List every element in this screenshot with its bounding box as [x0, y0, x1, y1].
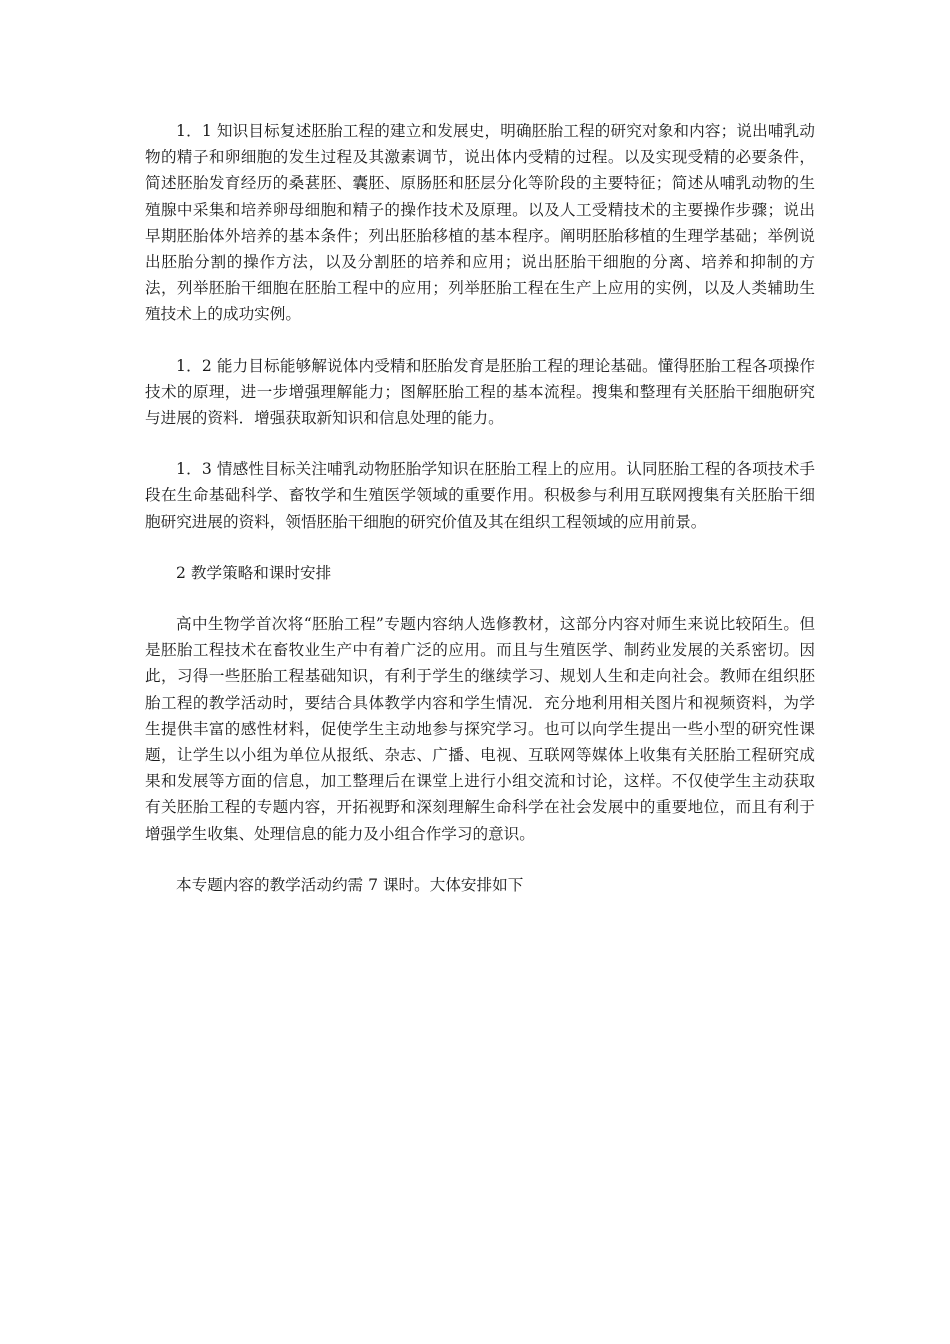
document-body	[145, 118, 815, 923]
paragraph-teaching-strategy: 高中生物学首次将“胚胎工程”专题内容纳人选修教材，这部分内容对师生来说比较陌生。但是胚胎工程技术在畜牧业生产中有着广泛的应用。而且与生殖医学、制药业发展的关系密切。因此，习得一些胚胎工程基础知识，有利于学生的继续学习、规划人生和走向社会。教师在组织胚胎工程的教学活动时，要结合具体教学内容和学生情况．充分地利用相关图片和视频资料，为学生提供丰富的感性材料，促使学生主动地参与探究学习。也可以向学生提出一些小型的研究性课题，让学生以小组为单位从报纸、杂志、广播、电视、互联网等媒体上收集有关胚胎工程研究成果和发展等方面的信息，加工整理后在课堂上进行小组交流和讨论，这样。不仅使学生主动获取有关胚胎工程的专题内容，开拓视野和深刻理解生命科学在社会发展中的重要地位，而且有利于增强学生收集、处理信息的能力及小组合作学习的意识。	[145, 615, 815, 843]
paragraph-affective-goals: 1．3 情感性目标关注哺乳动物胚胎学知识在胚胎工程上的应用。认同胚胎工程的各项技术手段在生命基础科学、畜牧学和生殖医学领域的重要作用。积极参与利用互联网搜集有关胚胎干细胞研究进展的资料，领悟胚胎干细胞的研究价值及其在组织工程领域的应用前景。	[145, 460, 815, 531]
paragraph-class-hours: 本专题内容的教学活动约需 7 课时。大体安排如下	[176, 875, 524, 894]
section-heading-teaching-strategy: 2 教学策略和课时安排	[176, 563, 332, 582]
paragraph-ability-goals: 1．2 能力目标能够解说体内受精和胚胎发育是胚胎工程的理论基础。懂得胚胎工程各项操作技术的原理，进一步增强理解能力；图解胚胎工程的基本流程。搜集和整理有关胚胎干细胞研究与进展的资料．增强获取新知识和信息处理的能力。	[145, 356, 815, 428]
paragraph-knowledge-goals: 1．1 知识目标复述胚胎工程的建立和发展史，明确胚胎工程的研究对象和内容；说出哺乳动物的精子和卵细胞的发生过程及其激素调节，说出体内受精的过程。以及实现受精的必要条件，简述胚胎发育经历的桑葚胚、囊胚、原肠胚和胚层分化等阶段的主要特征；简述从哺乳动物的生殖腺中采集和培养卵母细胞和精子的操作技术及原理。以及人工受精技术的主要操作步骤；说出早期胚胎体外培养的基本条件；列出胚胎移植的基本程序。阐明胚胎移植的生理学基础；举例说出胚胎分割的操作方法，以及分割胚的培养和应用；说出胚胎干细胞的分离、培养和抑制的方法，列举胚胎干细胞在胚胎工程中的应用；列举胚胎工程在生产上应用的实例，以及人类辅助生殖技术上的成功实例。	[145, 122, 815, 324]
